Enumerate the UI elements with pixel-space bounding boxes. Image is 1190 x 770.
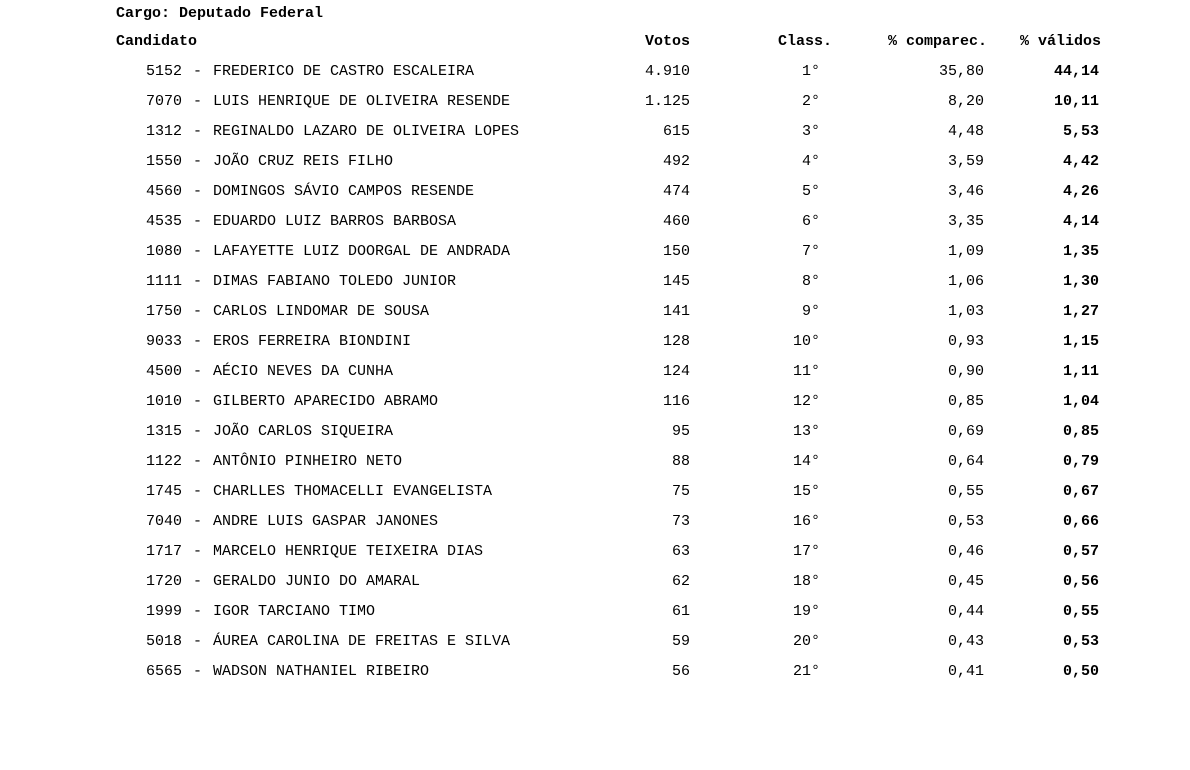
table-row xyxy=(0,240,1190,270)
votes-value: 460 xyxy=(662,213,690,230)
column-header-comparec: % comparec. xyxy=(887,33,987,50)
votes-value: 124 xyxy=(662,363,690,380)
valid-percent-value: 0,79 xyxy=(1062,453,1099,470)
candidate-name: FREDERICO DE CASTRO ESCALEIRA xyxy=(213,63,475,80)
votes-value: 474 xyxy=(662,183,690,200)
turnout-percent-value: 0,41 xyxy=(947,663,984,680)
ranking-value: 18° xyxy=(792,573,820,590)
separator: - xyxy=(193,213,203,230)
ranking-value: 17° xyxy=(792,543,820,560)
table-row xyxy=(0,660,1190,690)
cargo-title: Cargo: Deputado Federal xyxy=(116,5,324,22)
votes-value: 88 xyxy=(671,453,690,470)
column-header-votos: Votos xyxy=(644,33,690,50)
candidate-number: 1550 xyxy=(146,153,183,170)
candidate-name: WADSON NATHANIEL RIBEIRO xyxy=(213,663,430,680)
candidate-number: 1080 xyxy=(146,243,183,260)
candidate-name: CARLOS LINDOMAR DE SOUSA xyxy=(213,303,430,320)
separator: - xyxy=(193,123,203,140)
turnout-percent-value: 0,46 xyxy=(947,543,984,560)
turnout-percent-value: 0,45 xyxy=(947,573,984,590)
valid-percent-value: 0,55 xyxy=(1062,603,1099,620)
candidate-number: 1750 xyxy=(146,303,183,320)
table-row xyxy=(0,90,1190,120)
table-row xyxy=(0,180,1190,210)
column-header-validos: % válidos xyxy=(1019,33,1101,50)
ranking-value: 21° xyxy=(792,663,820,680)
separator: - xyxy=(193,453,203,470)
table-row xyxy=(0,630,1190,660)
results-table xyxy=(0,60,1190,690)
ranking-value: 12° xyxy=(792,393,820,410)
table-row xyxy=(0,540,1190,570)
candidate-number: 5152 xyxy=(146,63,183,80)
valid-percent-value: 4,26 xyxy=(1062,183,1099,200)
separator: - xyxy=(193,633,203,650)
valid-percent-value: 5,53 xyxy=(1062,123,1099,140)
turnout-percent-value: 1,03 xyxy=(947,303,984,320)
separator: - xyxy=(193,393,203,410)
ranking-value: 20° xyxy=(792,633,820,650)
ranking-value: 9° xyxy=(801,303,820,320)
ranking-value: 11° xyxy=(792,363,820,380)
votes-value: 56 xyxy=(671,663,690,680)
valid-percent-value: 0,56 xyxy=(1062,573,1099,590)
ranking-value: 6° xyxy=(801,213,820,230)
ranking-value: 15° xyxy=(792,483,820,500)
turnout-percent-value: 0,55 xyxy=(947,483,984,500)
separator: - xyxy=(193,483,203,500)
votes-value: 4.910 xyxy=(644,63,690,80)
turnout-percent-value: 0,44 xyxy=(947,603,984,620)
table-row xyxy=(0,120,1190,150)
separator: - xyxy=(193,93,203,110)
votes-value: 95 xyxy=(671,423,690,440)
votes-value: 141 xyxy=(662,303,690,320)
turnout-percent-value: 0,93 xyxy=(947,333,984,350)
valid-percent-value: 1,35 xyxy=(1062,243,1099,260)
table-row xyxy=(0,150,1190,180)
candidate-number: 1745 xyxy=(146,483,183,500)
candidate-number: 1312 xyxy=(146,123,183,140)
votes-value: 1.125 xyxy=(644,93,690,110)
votes-value: 73 xyxy=(671,513,690,530)
candidate-number: 1720 xyxy=(146,573,183,590)
separator: - xyxy=(193,153,203,170)
separator: - xyxy=(193,183,203,200)
ranking-value: 4° xyxy=(801,153,820,170)
separator: - xyxy=(193,513,203,530)
turnout-percent-value: 3,59 xyxy=(947,153,984,170)
ranking-value: 14° xyxy=(792,453,820,470)
ranking-value: 13° xyxy=(792,423,820,440)
candidate-number: 4500 xyxy=(146,363,183,380)
ranking-value: 10° xyxy=(792,333,820,350)
column-header-candidato: Candidato xyxy=(116,33,198,50)
table-row xyxy=(0,360,1190,390)
valid-percent-value: 0,50 xyxy=(1062,663,1099,680)
table-row xyxy=(0,330,1190,360)
votes-value: 59 xyxy=(671,633,690,650)
table-row xyxy=(0,300,1190,330)
turnout-percent-value: 0,64 xyxy=(947,453,984,470)
ranking-value: 8° xyxy=(801,273,820,290)
valid-percent-value: 10,11 xyxy=(1053,93,1099,110)
separator: - xyxy=(193,303,203,320)
candidate-name: ANDRE LUIS GASPAR JANONES xyxy=(213,513,439,530)
votes-value: 150 xyxy=(662,243,690,260)
votes-value: 63 xyxy=(671,543,690,560)
candidate-number: 1111 xyxy=(146,273,183,290)
votes-value: 61 xyxy=(671,603,690,620)
candidate-name: REGINALDO LAZARO DE OLIVEIRA LOPES xyxy=(213,123,520,140)
valid-percent-value: 1,11 xyxy=(1062,363,1099,380)
valid-percent-value: 0,67 xyxy=(1062,483,1099,500)
candidate-number: 6565 xyxy=(146,663,183,680)
valid-percent-value: 0,53 xyxy=(1062,633,1099,650)
column-header-class: Class. xyxy=(777,33,832,50)
candidate-name: CHARLLES THOMACELLI EVANGELISTA xyxy=(213,483,493,500)
candidate-name: ANTÔNIO PINHEIRO NETO xyxy=(213,453,403,470)
separator: - xyxy=(193,603,203,620)
candidate-number: 7070 xyxy=(146,93,183,110)
turnout-percent-value: 1,09 xyxy=(947,243,984,260)
candidate-name: DIMAS FABIANO TOLEDO JUNIOR xyxy=(213,273,457,290)
turnout-percent-value: 4,48 xyxy=(947,123,984,140)
candidate-number: 5018 xyxy=(146,633,183,650)
votes-value: 62 xyxy=(671,573,690,590)
votes-value: 615 xyxy=(662,123,690,140)
candidate-name: LAFAYETTE LUIZ DOORGAL DE ANDRADA xyxy=(213,243,511,260)
separator: - xyxy=(193,423,203,440)
separator: - xyxy=(193,363,203,380)
table-row xyxy=(0,570,1190,600)
turnout-percent-value: 3,46 xyxy=(947,183,984,200)
table-row xyxy=(0,270,1190,300)
valid-percent-value: 0,57 xyxy=(1062,543,1099,560)
valid-percent-value: 44,14 xyxy=(1053,63,1099,80)
candidate-number: 1315 xyxy=(146,423,183,440)
separator: - xyxy=(193,543,203,560)
candidate-name: ÁUREA CAROLINA DE FREITAS E SILVA xyxy=(213,633,511,650)
candidate-number: 1717 xyxy=(146,543,183,560)
table-row xyxy=(0,450,1190,480)
valid-percent-value: 4,42 xyxy=(1062,153,1099,170)
candidate-name: GILBERTO APARECIDO ABRAMO xyxy=(213,393,439,410)
candidate-name: GERALDO JUNIO DO AMARAL xyxy=(213,573,421,590)
turnout-percent-value: 0,43 xyxy=(947,633,984,650)
separator: - xyxy=(193,273,203,290)
separator: - xyxy=(193,333,203,350)
candidate-number: 1122 xyxy=(146,453,183,470)
turnout-percent-value: 35,80 xyxy=(938,63,984,80)
table-row xyxy=(0,510,1190,540)
separator: - xyxy=(193,63,203,80)
valid-percent-value: 1,15 xyxy=(1062,333,1099,350)
ranking-value: 2° xyxy=(801,93,820,110)
turnout-percent-value: 0,53 xyxy=(947,513,984,530)
separator: - xyxy=(193,243,203,260)
valid-percent-value: 1,27 xyxy=(1062,303,1099,320)
table-row xyxy=(0,390,1190,420)
candidate-name: JOÃO CARLOS SIQUEIRA xyxy=(213,423,394,440)
turnout-percent-value: 0,69 xyxy=(947,423,984,440)
ranking-value: 7° xyxy=(801,243,820,260)
candidate-name: MARCELO HENRIQUE TEIXEIRA DIAS xyxy=(213,543,484,560)
candidate-name: LUIS HENRIQUE DE OLIVEIRA RESENDE xyxy=(213,93,511,110)
votes-value: 128 xyxy=(662,333,690,350)
candidate-number: 7040 xyxy=(146,513,183,530)
turnout-percent-value: 0,90 xyxy=(947,363,984,380)
candidate-number: 4535 xyxy=(146,213,183,230)
ranking-value: 1° xyxy=(801,63,820,80)
candidate-name: DOMINGOS SÁVIO CAMPOS RESENDE xyxy=(213,183,475,200)
valid-percent-value: 1,30 xyxy=(1062,273,1099,290)
table-row xyxy=(0,600,1190,630)
votes-value: 75 xyxy=(671,483,690,500)
valid-percent-value: 4,14 xyxy=(1062,213,1099,230)
candidate-number: 1010 xyxy=(146,393,183,410)
separator: - xyxy=(193,573,203,590)
candidate-name: EDUARDO LUIZ BARROS BARBOSA xyxy=(213,213,457,230)
table-row xyxy=(0,420,1190,450)
ranking-value: 19° xyxy=(792,603,820,620)
votes-value: 145 xyxy=(662,273,690,290)
candidate-name: IGOR TARCIANO TIMO xyxy=(213,603,376,620)
turnout-percent-value: 8,20 xyxy=(947,93,984,110)
candidate-name: AÉCIO NEVES DA CUNHA xyxy=(213,363,394,380)
votes-value: 116 xyxy=(662,393,690,410)
table-row xyxy=(0,480,1190,510)
candidate-number: 9033 xyxy=(146,333,183,350)
valid-percent-value: 1,04 xyxy=(1062,393,1099,410)
table-row xyxy=(0,210,1190,240)
candidate-name: EROS FERREIRA BIONDINI xyxy=(213,333,412,350)
ranking-value: 16° xyxy=(792,513,820,530)
valid-percent-value: 0,85 xyxy=(1062,423,1099,440)
turnout-percent-value: 3,35 xyxy=(947,213,984,230)
candidate-number: 4560 xyxy=(146,183,183,200)
candidate-name: JOÃO CRUZ REIS FILHO xyxy=(213,153,394,170)
ranking-value: 3° xyxy=(801,123,820,140)
table-row xyxy=(0,60,1190,90)
ranking-value: 5° xyxy=(801,183,820,200)
votes-value: 492 xyxy=(662,153,690,170)
separator: - xyxy=(193,663,203,680)
turnout-percent-value: 1,06 xyxy=(947,273,984,290)
candidate-number: 1999 xyxy=(146,603,183,620)
turnout-percent-value: 0,85 xyxy=(947,393,984,410)
valid-percent-value: 0,66 xyxy=(1062,513,1099,530)
